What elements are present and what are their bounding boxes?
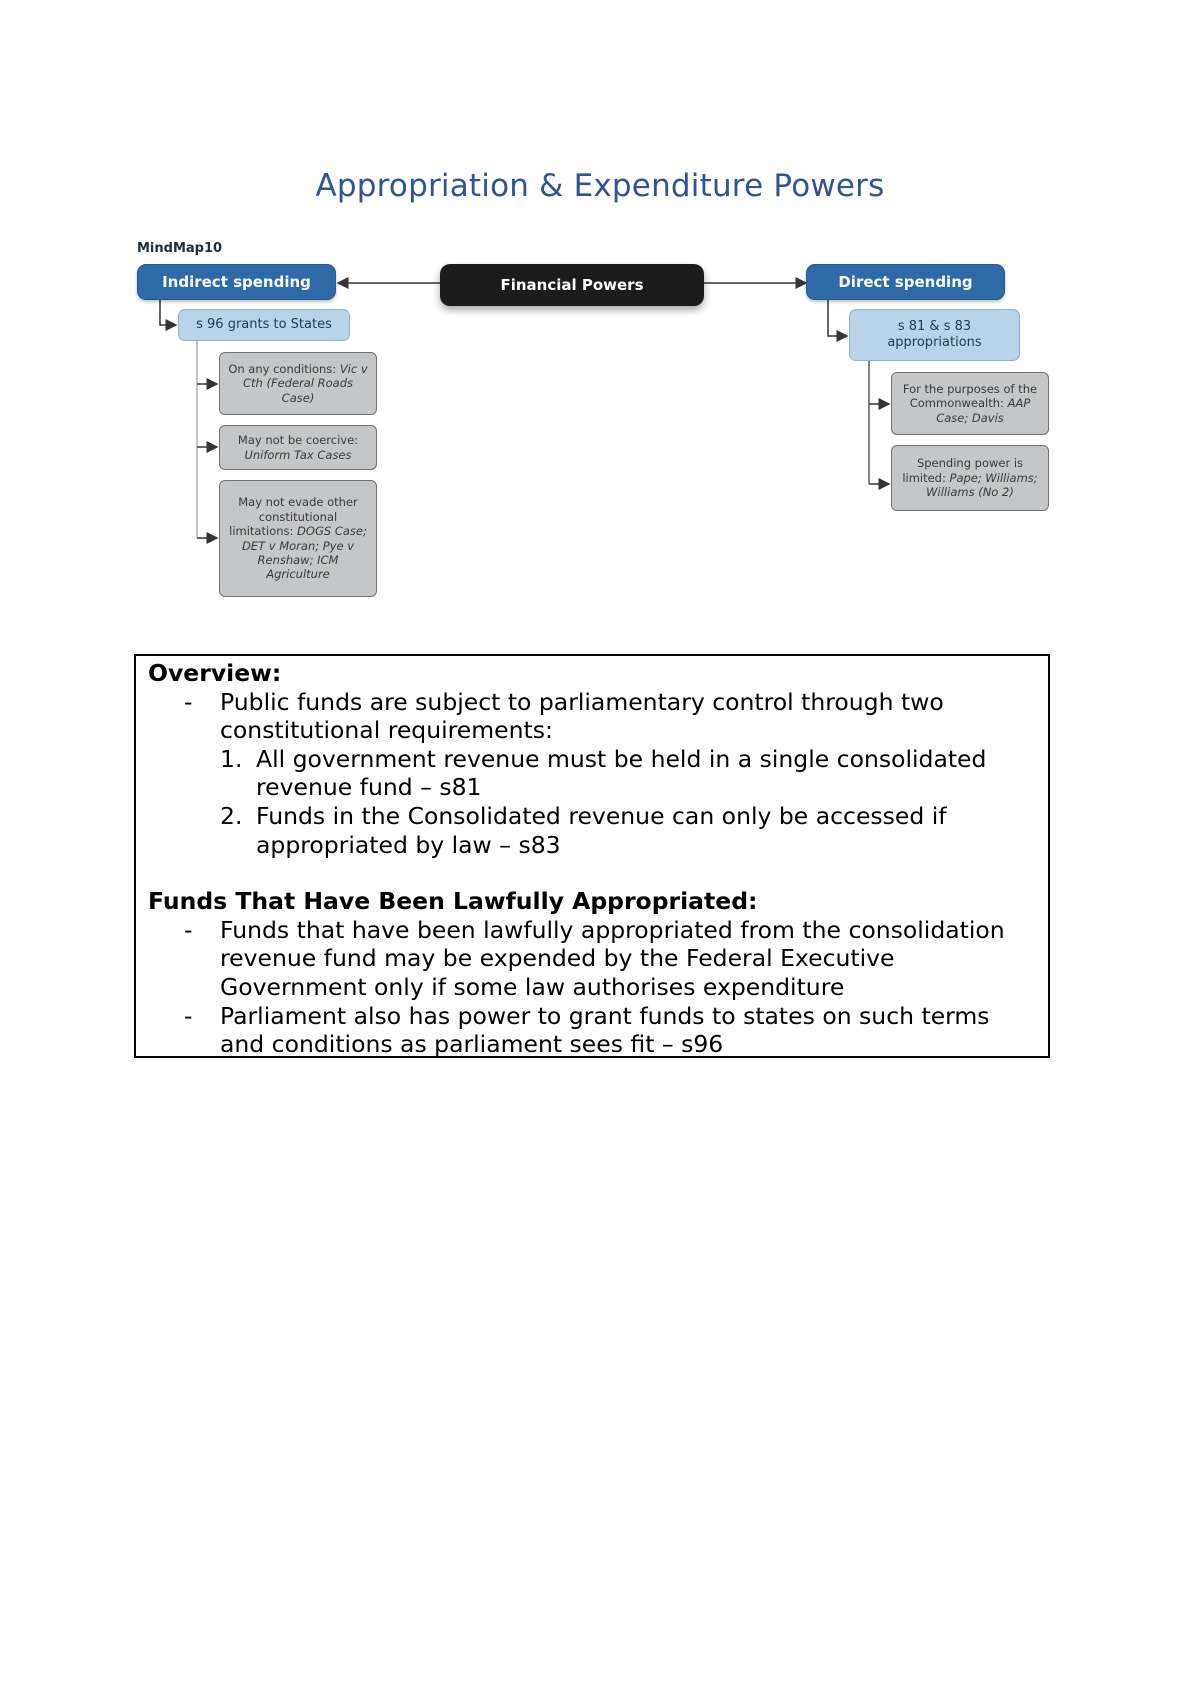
leaf-any-conditions xyxy=(219,352,377,415)
bullet-text: Funds that have been lawfully appropriated from the consolidation revenue fund may be expended by the Federal Executive Government only if some law authorises expenditure xyxy=(220,915,1005,1001)
overview-heading: Overview: xyxy=(148,659,282,687)
direct-spending-node: Direct spending xyxy=(806,264,1005,300)
list-item xyxy=(148,1002,1036,1059)
bullet-dash: - xyxy=(184,1001,193,1030)
connector-direct-child xyxy=(828,300,847,336)
list-text: Funds in the Consolidated revenue can only be accessed if appropriated by law – s83 xyxy=(256,801,947,859)
mindmap-label: MindMap10 xyxy=(137,241,223,256)
list-item xyxy=(148,802,1036,859)
page-title: Appropriation & Expenditure Powers xyxy=(315,168,885,204)
leaf-case: DOGS Case; DET v Moran; Pye v Renshaw; ICM Agriculture xyxy=(241,524,367,582)
s96-grants-node: s 96 grants to States xyxy=(178,309,350,341)
leaf-text: May not evade other constitutional limitations: xyxy=(229,495,358,539)
indirect-spending-node: Indirect spending xyxy=(137,264,336,300)
bullet-dash: - xyxy=(184,915,193,944)
leaf-text: On any conditions: xyxy=(228,361,340,376)
bullet-dash: - xyxy=(184,687,193,716)
leaf-not-coercive xyxy=(219,425,377,470)
bullet-text: Public funds are subject to parliamentary control through two constitutional requirements: xyxy=(220,687,944,745)
leaf-purposes-commonwealth xyxy=(891,372,1049,435)
appropriated-heading: Funds That Have Been Lawfully Appropriated: xyxy=(148,887,758,916)
connector-indirect-child xyxy=(160,300,176,325)
leaf-text: For the purposes of the Commonwealth: xyxy=(902,381,1038,411)
leaf-case: Vic v Cth (Federal Roads Case) xyxy=(242,361,368,405)
overview-box xyxy=(134,654,1050,1058)
list-item xyxy=(148,916,1036,1002)
leaf-case: AAP Case; Davis xyxy=(936,396,1031,425)
financial-powers-node: Financial Powers xyxy=(440,264,704,306)
list-number: 2. xyxy=(220,801,243,830)
leaf-text: May not be coercive: xyxy=(237,433,359,448)
leaf-case: Pape; Williams; Williams (No 2) xyxy=(926,470,1038,500)
leaf-text: Spending power is limited: xyxy=(902,456,1024,485)
list-text: All government revenue must be held in a single consolidated revenue fund – s81 xyxy=(256,744,987,802)
leaf-not-evade xyxy=(219,480,377,597)
leaf-case: Uniform Tax Cases xyxy=(244,447,352,462)
bullet-text: Parliament also has power to grant funds to states on such terms and conditions as parliament sees fit – s96 xyxy=(220,1001,990,1059)
s81-s83-node: s 81 & s 83 appropriations xyxy=(849,309,1020,361)
list-item xyxy=(148,745,1036,802)
leaf-spending-limited xyxy=(891,445,1049,511)
list-item xyxy=(148,688,1036,745)
list-number: 1. xyxy=(220,744,243,773)
